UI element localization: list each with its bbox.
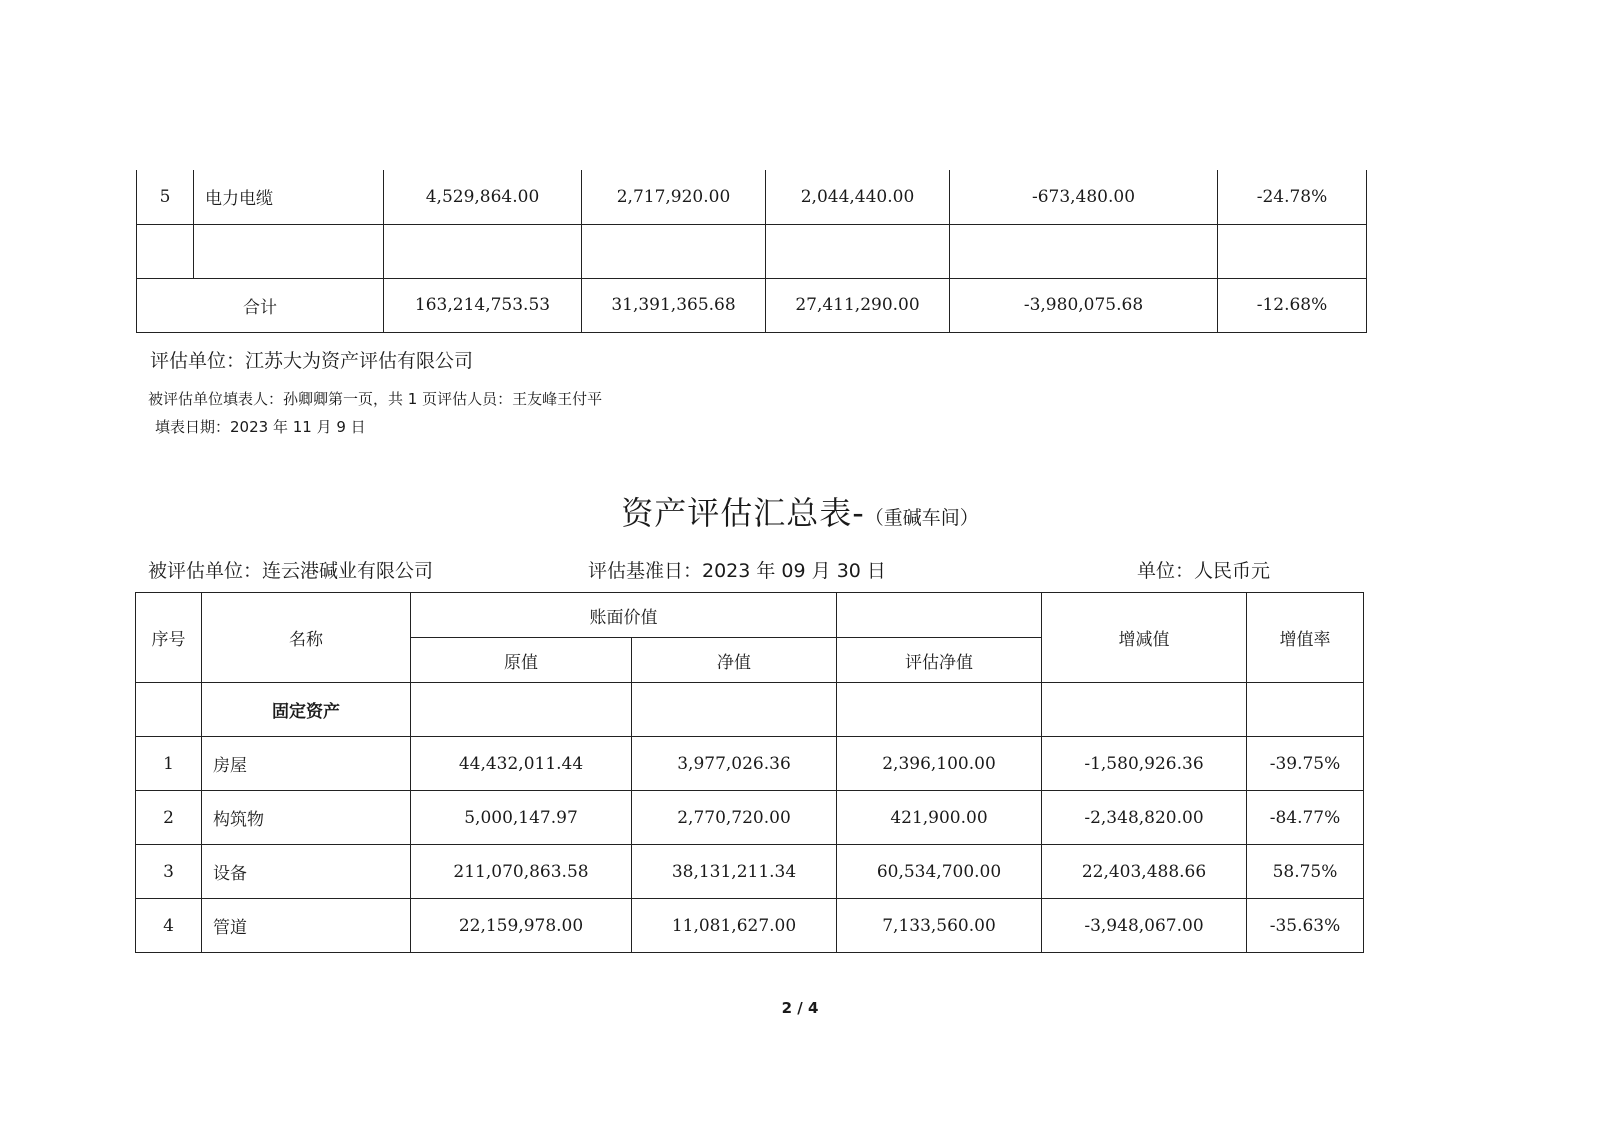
change-value: -3,948,067.00 xyxy=(1042,899,1247,953)
row-number: 1 xyxy=(136,737,202,791)
row-number: 4 xyxy=(136,899,202,953)
original-value xyxy=(384,224,582,278)
change-value: 22,403,488.66 xyxy=(1042,845,1247,899)
row-name: 管道 xyxy=(202,899,411,953)
currency-unit: 单位：人民币元 xyxy=(1137,560,1271,582)
section-label: 固定资产 xyxy=(202,683,411,737)
net-value: 2,717,920.00 xyxy=(582,170,766,224)
change-value: -673,480.00 xyxy=(950,170,1218,224)
header-name: 名称 xyxy=(202,593,411,683)
total-row xyxy=(137,278,1367,332)
row-name: 构筑物 xyxy=(202,791,411,845)
header-no: 序号 xyxy=(136,593,202,683)
change-rate: -35.63% xyxy=(1247,899,1364,953)
table-row xyxy=(136,845,1364,899)
total-change: -3,980,075.68 xyxy=(950,278,1218,332)
fill-date: 填表日期：2023 年 11 月 9 日 xyxy=(155,418,366,436)
table-row xyxy=(136,899,1364,953)
evaluation-organization: 评估单位：江苏大为资产评估有限公司 xyxy=(150,350,474,372)
row-number: 2 xyxy=(136,791,202,845)
header-original: 原值 xyxy=(411,638,632,683)
row-name: 设备 xyxy=(202,845,411,899)
total-original: 163,214,753.53 xyxy=(384,278,582,332)
original-value: 22,159,978.00 xyxy=(411,899,632,953)
summary-table xyxy=(135,592,1364,953)
net-value: 3,977,026.36 xyxy=(632,737,837,791)
header-rate: 增值率 xyxy=(1247,593,1364,683)
change-rate: -39.75% xyxy=(1247,737,1364,791)
row-number xyxy=(137,224,194,278)
row-name: 房屋 xyxy=(202,737,411,791)
appraised-value: 7,133,560.00 xyxy=(837,899,1042,953)
original-value: 211,070,863.58 xyxy=(411,845,632,899)
evaluated-unit: 被评估单位：连云港碱业有限公司 xyxy=(148,560,434,582)
summary-title xyxy=(0,488,1600,534)
total-rate: -12.68% xyxy=(1218,278,1367,332)
table-row xyxy=(137,170,1367,224)
total-net: 31,391,365.68 xyxy=(582,278,766,332)
change-value xyxy=(950,224,1218,278)
change-rate: -24.78% xyxy=(1218,170,1367,224)
section-row xyxy=(136,683,1364,737)
continuation-table xyxy=(136,170,1367,333)
appraised-value: 421,900.00 xyxy=(837,791,1042,845)
filler-info: 被评估单位填表人：孙卿卿第一页，共 1 页评估人员：王友峰王付平 xyxy=(148,390,603,408)
change-rate xyxy=(1218,224,1367,278)
change-value: -2,348,820.00 xyxy=(1042,791,1247,845)
appraised-value xyxy=(766,224,950,278)
change-value: -1,580,926.36 xyxy=(1042,737,1247,791)
row-number: 5 xyxy=(137,170,194,224)
table-row xyxy=(137,224,1367,278)
row-name: 电力电缆 xyxy=(194,170,384,224)
appraised-value: 2,396,100.00 xyxy=(837,737,1042,791)
table-row xyxy=(136,737,1364,791)
appraised-value: 2,044,440.00 xyxy=(766,170,950,224)
row-number: 3 xyxy=(136,845,202,899)
original-value: 44,432,011.44 xyxy=(411,737,632,791)
change-rate: 58.75% xyxy=(1247,845,1364,899)
header-net: 净值 xyxy=(632,638,837,683)
row-name xyxy=(194,224,384,278)
net-value: 2,770,720.00 xyxy=(632,791,837,845)
appraised-value: 60,534,700.00 xyxy=(837,845,1042,899)
change-rate: -84.77% xyxy=(1247,791,1364,845)
net-value: 38,131,211.34 xyxy=(632,845,837,899)
base-date: 评估基准日：2023 年 09 月 30 日 xyxy=(588,560,886,582)
page-number: 2 / 4 xyxy=(781,999,819,1017)
header-book-value: 账面价值 xyxy=(411,593,837,638)
original-value: 4,529,864.00 xyxy=(384,170,582,224)
total-appraised: 27,411,290.00 xyxy=(766,278,950,332)
title-main: 资产评估汇总表- xyxy=(621,494,865,532)
net-value xyxy=(582,224,766,278)
net-value: 11,081,627.00 xyxy=(632,899,837,953)
title-subtitle: （重碱车间） xyxy=(864,507,979,529)
header-change: 增减值 xyxy=(1042,593,1247,683)
original-value: 5,000,147.97 xyxy=(411,791,632,845)
total-label: 合计 xyxy=(137,278,384,332)
header-blank xyxy=(837,593,1042,638)
table-row xyxy=(136,791,1364,845)
header-appraised: 评估净值 xyxy=(837,638,1042,683)
header-row xyxy=(136,593,1364,638)
